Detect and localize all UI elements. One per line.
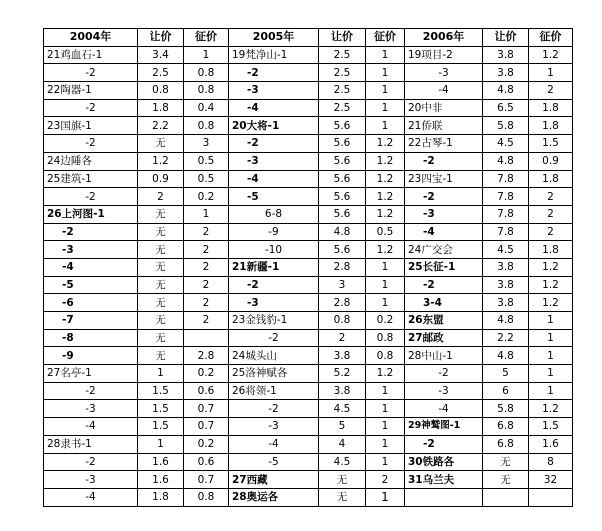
cell-2004-rang-price: 0.8 <box>138 82 184 100</box>
cell-2005-zheng-price: 1 <box>366 382 405 400</box>
table-row <box>44 64 573 82</box>
cell-2006-zheng-price: 1.6 <box>529 435 573 453</box>
cell-2004-rang-price: 2.2 <box>138 117 184 135</box>
cell-2005-rang-price: 5.6 <box>319 188 366 206</box>
cell-2006-zheng-price <box>529 488 573 506</box>
cell-2006-item-name: 30铁路各 <box>405 453 483 471</box>
header-2005-zheng-price: 征价 <box>366 29 405 47</box>
cell-2004-rang-price: 1 <box>138 365 184 383</box>
cell-2005-zheng-price: 0.8 <box>366 347 405 365</box>
cell-2006-item-name: 24广交会 <box>405 241 483 259</box>
cell-2006-item-name: -4 <box>405 82 483 100</box>
cell-2005-rang-price: 2.5 <box>319 99 366 117</box>
table-row <box>44 46 573 64</box>
table-row <box>44 276 573 294</box>
cell-2005-item-name: -4 <box>229 170 319 188</box>
cell-2005-item-name: 27西藏 <box>229 471 319 489</box>
cell-2004-item-name: -2 <box>44 382 138 400</box>
cell-2006-rang-price: 无 <box>483 471 529 489</box>
cell-2005-zheng-price: 1.2 <box>366 241 405 259</box>
table-row <box>44 258 573 276</box>
cell-2004-zheng-price <box>184 329 229 347</box>
cell-2006-item-name: -4 <box>405 400 483 418</box>
header-2004-year: 2004年 <box>44 29 138 47</box>
cell-2004-zheng-price: 0.2 <box>184 188 229 206</box>
table-row <box>44 294 573 312</box>
cell-2005-zheng-price: 1 <box>366 453 405 471</box>
cell-2006-item-name: 26东盟 <box>405 312 483 330</box>
cell-2005-rang-price: 2 <box>319 329 366 347</box>
table-row <box>44 400 573 418</box>
cell-2005-rang-price: 2.8 <box>319 294 366 312</box>
table-row <box>44 223 573 241</box>
cell-2004-item-name: -8 <box>44 329 138 347</box>
header-row <box>44 29 573 47</box>
cell-2006-item-name: 23四宝-1 <box>405 170 483 188</box>
header-2006-year: 2006年 <box>405 29 483 47</box>
cell-2006-item-name: -2 <box>405 435 483 453</box>
cell-2004-item-name: 25建筑-1 <box>44 170 138 188</box>
table-row <box>44 488 573 506</box>
cell-2004-rang-price: 1.6 <box>138 471 184 489</box>
cell-2006-zheng-price: 1 <box>529 365 573 383</box>
cell-2006-zheng-price: 1.2 <box>529 46 573 64</box>
cell-2004-rang-price: 无 <box>138 294 184 312</box>
cell-2006-zheng-price: 1 <box>529 64 573 82</box>
cell-2005-rang-price: 3.8 <box>319 382 366 400</box>
cell-2006-item-name: -3 <box>405 382 483 400</box>
cell-2004-zheng-price: 0.8 <box>184 64 229 82</box>
table-row <box>44 365 573 383</box>
table-row <box>44 188 573 206</box>
cell-2004-zheng-price: 1 <box>184 46 229 64</box>
cell-2004-item-name: -7 <box>44 312 138 330</box>
cell-2004-rang-price: 1.5 <box>138 400 184 418</box>
cell-2006-rang-price: 7.8 <box>483 205 529 223</box>
cell-2005-zheng-price: 0.8 <box>366 329 405 347</box>
cell-2005-item-name: -4 <box>229 99 319 117</box>
cell-2006-rang-price: 2.2 <box>483 329 529 347</box>
table-row <box>44 170 573 188</box>
cell-2004-item-name: 21鸡血石-1 <box>44 46 138 64</box>
cell-2004-item-name: -4 <box>44 418 138 436</box>
cell-2006-item-name: -2 <box>405 276 483 294</box>
cell-2006-zheng-price: 1 <box>529 312 573 330</box>
table-row <box>44 418 573 436</box>
cell-2004-rang-price: 3.4 <box>138 46 184 64</box>
cell-2005-zheng-price: 0.2 <box>366 312 405 330</box>
cell-2005-rang-price: 4 <box>319 435 366 453</box>
cell-2005-item-name: -2 <box>229 329 319 347</box>
cell-2004-item-name: -3 <box>44 471 138 489</box>
table-body <box>44 46 573 506</box>
cell-2005-rang-price: 5.6 <box>319 152 366 170</box>
cell-2006-item-name <box>405 488 483 506</box>
cell-2004-zheng-price: 0.8 <box>184 82 229 100</box>
cell-2004-rang-price: 1.8 <box>138 488 184 506</box>
cell-2005-rang-price: 4.5 <box>319 400 366 418</box>
cell-2004-rang-price: 无 <box>138 258 184 276</box>
cell-2006-item-name: -3 <box>405 205 483 223</box>
cell-2006-zheng-price: 1.2 <box>529 294 573 312</box>
cell-2006-rang-price <box>483 488 529 506</box>
cell-2004-rang-price: 无 <box>138 312 184 330</box>
cell-2006-rang-price: 3.8 <box>483 294 529 312</box>
cell-2006-rang-price: 6.8 <box>483 418 529 436</box>
cell-2004-zheng-price: 2 <box>184 223 229 241</box>
cell-2005-zheng-price: 1 <box>366 418 405 436</box>
cell-2004-zheng-price: 1 <box>184 205 229 223</box>
cell-2005-rang-price: 3 <box>319 276 366 294</box>
cell-2005-rang-price: 无 <box>319 488 366 506</box>
cell-2005-item-name: -3 <box>229 294 319 312</box>
cell-2005-rang-price: 无 <box>319 471 366 489</box>
cell-2004-zheng-price: 0.6 <box>184 382 229 400</box>
cell-2006-rang-price: 6.8 <box>483 435 529 453</box>
table-row <box>44 312 573 330</box>
cell-2004-rang-price: 2 <box>138 188 184 206</box>
cell-2004-item-name: 26上河图-1 <box>44 205 138 223</box>
cell-2006-rang-price: 5 <box>483 365 529 383</box>
table-row <box>44 205 573 223</box>
cell-2005-item-name: 26将领-1 <box>229 382 319 400</box>
cell-2005-zheng-price: 2 <box>366 471 405 489</box>
header-2005-year: 2005年 <box>229 29 319 47</box>
cell-2005-item-name: 6-8 <box>229 205 319 223</box>
cell-2005-rang-price: 5.6 <box>319 117 366 135</box>
cell-2004-zheng-price: 0.4 <box>184 99 229 117</box>
table-row <box>44 117 573 135</box>
header-2004-rang-price: 让价 <box>138 29 184 47</box>
cell-2005-zheng-price: 1.2 <box>366 365 405 383</box>
cell-2005-rang-price: 3.8 <box>319 347 366 365</box>
table-row <box>44 152 573 170</box>
cell-2004-item-name: 22陶器-1 <box>44 82 138 100</box>
cell-2005-rang-price: 5 <box>319 418 366 436</box>
cell-2005-rang-price: 2.8 <box>319 258 366 276</box>
cell-2004-rang-price: 1 <box>138 435 184 453</box>
cell-2005-zheng-price: 1 <box>366 117 405 135</box>
cell-2005-item-name: 20大将-1 <box>229 117 319 135</box>
cell-2004-item-name: -5 <box>44 276 138 294</box>
cell-2004-zheng-price: 0.6 <box>184 453 229 471</box>
cell-2005-rang-price: 5.6 <box>319 170 366 188</box>
cell-2004-zheng-price: 0.7 <box>184 418 229 436</box>
cell-2006-item-name: 29神鹫图-1 <box>405 418 483 436</box>
header-2006-zheng-price: 征价 <box>529 29 573 47</box>
cell-2005-item-name: 24城头山 <box>229 347 319 365</box>
cell-2005-item-name: 28奥运各 <box>229 488 319 506</box>
cell-2004-zheng-price: 0.7 <box>184 400 229 418</box>
table-row <box>44 329 573 347</box>
cell-2004-item-name: 27名亭-1 <box>44 365 138 383</box>
cell-2006-rang-price: 3.8 <box>483 276 529 294</box>
cell-2004-item-name: -4 <box>44 488 138 506</box>
table-row <box>44 382 573 400</box>
cell-2006-item-name: 22古琴-1 <box>405 135 483 153</box>
cell-2006-zheng-price: 1.8 <box>529 241 573 259</box>
cell-2005-item-name: 23金钱豹-1 <box>229 312 319 330</box>
cell-2006-rang-price: 6.5 <box>483 99 529 117</box>
cell-2004-zheng-price: 3 <box>184 135 229 153</box>
cell-2005-zheng-price: 1 <box>366 82 405 100</box>
cell-2006-rang-price: 4.5 <box>483 241 529 259</box>
cell-2005-zheng-price: 1 <box>366 99 405 117</box>
cell-2006-rang-price: 3.8 <box>483 64 529 82</box>
cell-2004-item-name: -2 <box>44 135 138 153</box>
cell-2004-item-name: -2 <box>44 64 138 82</box>
cell-2006-zheng-price: 1.8 <box>529 117 573 135</box>
cell-2004-item-name: -9 <box>44 347 138 365</box>
cell-2004-item-name: -6 <box>44 294 138 312</box>
cell-2005-rang-price: 5.6 <box>319 205 366 223</box>
cell-2006-item-name: 25长征-1 <box>405 258 483 276</box>
cell-2004-rang-price: 2.5 <box>138 64 184 82</box>
cell-2006-zheng-price: 1.2 <box>529 276 573 294</box>
cell-2006-rang-price: 5.8 <box>483 400 529 418</box>
cell-2005-item-name: -9 <box>229 223 319 241</box>
cell-2006-item-name: -2 <box>405 152 483 170</box>
cell-2005-zheng-price: 1.2 <box>366 170 405 188</box>
cell-2004-zheng-price: 0.2 <box>184 435 229 453</box>
cell-2004-rang-price: 1.8 <box>138 99 184 117</box>
cell-2006-zheng-price: 1 <box>529 382 573 400</box>
cell-2004-item-name: -2 <box>44 99 138 117</box>
cell-2006-zheng-price: 1 <box>529 347 573 365</box>
cell-2005-rang-price: 0.8 <box>319 312 366 330</box>
cell-2006-item-name: 21侨联 <box>405 117 483 135</box>
cell-2004-zheng-price: 2.8 <box>184 347 229 365</box>
cell-2004-rang-price: 无 <box>138 347 184 365</box>
cell-2006-item-name: 20中非 <box>405 99 483 117</box>
cell-2005-item-name: 25洛神赋各 <box>229 365 319 383</box>
cell-2006-zheng-price: 1.2 <box>529 258 573 276</box>
cell-2006-zheng-price: 1.8 <box>529 99 573 117</box>
cell-2004-rang-price: 1.2 <box>138 152 184 170</box>
cell-2005-rang-price: 5.6 <box>319 135 366 153</box>
table-row <box>44 347 573 365</box>
cell-2004-item-name: 24边陲各 <box>44 152 138 170</box>
price-table <box>43 28 573 507</box>
cell-2006-zheng-price: 0.9 <box>529 152 573 170</box>
cell-2006-rang-price: 4.8 <box>483 152 529 170</box>
cell-2004-zheng-price: 2 <box>184 258 229 276</box>
cell-2005-zheng-price: 1 <box>366 276 405 294</box>
cell-2004-rang-price: 无 <box>138 241 184 259</box>
table-row <box>44 82 573 100</box>
cell-2004-rang-price: 无 <box>138 223 184 241</box>
cell-2005-item-name: -3 <box>229 82 319 100</box>
cell-2006-rang-price: 4.8 <box>483 82 529 100</box>
cell-2006-rang-price: 6 <box>483 382 529 400</box>
cell-2005-zheng-price: 1 <box>366 488 405 506</box>
cell-2005-rang-price: 2.5 <box>319 82 366 100</box>
cell-2006-zheng-price: 1.2 <box>529 400 573 418</box>
cell-2004-zheng-price: 2 <box>184 276 229 294</box>
cell-2006-rang-price: 4.5 <box>483 135 529 153</box>
cell-2006-item-name: -2 <box>405 188 483 206</box>
cell-2005-item-name: -4 <box>229 435 319 453</box>
cell-2004-rang-price: 0.9 <box>138 170 184 188</box>
cell-2006-rang-price: 4.8 <box>483 312 529 330</box>
cell-2006-rang-price: 7.8 <box>483 170 529 188</box>
cell-2004-item-name: -3 <box>44 241 138 259</box>
cell-2004-zheng-price: 2 <box>184 294 229 312</box>
cell-2006-zheng-price: 1 <box>529 329 573 347</box>
cell-2004-rang-price: 1.6 <box>138 453 184 471</box>
cell-2004-item-name: 28隶书-1 <box>44 435 138 453</box>
cell-2004-item-name: 23国旗-1 <box>44 117 138 135</box>
cell-2004-rang-price: 1.5 <box>138 418 184 436</box>
cell-2005-zheng-price: 1.2 <box>366 152 405 170</box>
cell-2006-rang-price: 3.8 <box>483 258 529 276</box>
cell-2006-rang-price: 4.8 <box>483 347 529 365</box>
cell-2005-rang-price: 2.5 <box>319 64 366 82</box>
cell-2006-zheng-price: 8 <box>529 453 573 471</box>
cell-2006-rang-price: 7.8 <box>483 188 529 206</box>
cell-2004-zheng-price: 0.2 <box>184 365 229 383</box>
table-row <box>44 471 573 489</box>
table-row <box>44 241 573 259</box>
cell-2004-zheng-price: 0.5 <box>184 152 229 170</box>
cell-2006-zheng-price: 2 <box>529 223 573 241</box>
cell-2005-rang-price: 5.6 <box>319 241 366 259</box>
cell-2004-item-name: -2 <box>44 223 138 241</box>
cell-2004-item-name: -3 <box>44 400 138 418</box>
cell-2006-zheng-price: 2 <box>529 205 573 223</box>
cell-2004-item-name: -2 <box>44 188 138 206</box>
header-2005-rang-price: 让价 <box>319 29 366 47</box>
cell-2005-item-name: -5 <box>229 453 319 471</box>
cell-2006-zheng-price: 32 <box>529 471 573 489</box>
cell-2004-rang-price: 无 <box>138 329 184 347</box>
cell-2005-item-name: -2 <box>229 400 319 418</box>
cell-2004-zheng-price: 0.7 <box>184 471 229 489</box>
cell-2004-zheng-price: 2 <box>184 312 229 330</box>
cell-2006-rang-price: 无 <box>483 453 529 471</box>
cell-2004-zheng-price: 0.8 <box>184 117 229 135</box>
cell-2006-item-name: 28中山-1 <box>405 347 483 365</box>
cell-2005-zheng-price: 1.2 <box>366 135 405 153</box>
cell-2006-item-name: -3 <box>405 64 483 82</box>
cell-2005-item-name: -2 <box>229 64 319 82</box>
cell-2006-zheng-price: 1.5 <box>529 135 573 153</box>
table-row <box>44 99 573 117</box>
cell-2004-zheng-price: 0.8 <box>184 488 229 506</box>
cell-2005-zheng-price: 1 <box>366 46 405 64</box>
cell-2005-item-name: -3 <box>229 152 319 170</box>
cell-2004-item-name: -2 <box>44 453 138 471</box>
cell-2005-item-name: -3 <box>229 418 319 436</box>
cell-2006-item-name: 19项目-2 <box>405 46 483 64</box>
cell-2006-item-name: 3-4 <box>405 294 483 312</box>
cell-2005-zheng-price: 1.2 <box>366 188 405 206</box>
cell-2004-zheng-price: 0.5 <box>184 170 229 188</box>
cell-2006-zheng-price: 1.5 <box>529 418 573 436</box>
cell-2005-zheng-price: 1 <box>366 400 405 418</box>
cell-2004-rang-price: 无 <box>138 205 184 223</box>
header-2006-rang-price: 让价 <box>483 29 529 47</box>
table-row <box>44 435 573 453</box>
cell-2005-rang-price: 5.2 <box>319 365 366 383</box>
cell-2004-rang-price: 1.5 <box>138 382 184 400</box>
table-row <box>44 453 573 471</box>
cell-2005-zheng-price: 1 <box>366 435 405 453</box>
cell-2005-rang-price: 4.5 <box>319 453 366 471</box>
cell-2005-item-name: -10 <box>229 241 319 259</box>
cell-2005-rang-price: 2.5 <box>319 46 366 64</box>
cell-2006-item-name: 31乌兰夫 <box>405 471 483 489</box>
cell-2006-zheng-price: 2 <box>529 82 573 100</box>
cell-2005-zheng-price: 1 <box>366 258 405 276</box>
price-table-container <box>43 28 573 507</box>
cell-2006-rang-price: 7.8 <box>483 223 529 241</box>
header-2004-zheng-price: 征价 <box>184 29 229 47</box>
cell-2005-zheng-price: 0.5 <box>366 223 405 241</box>
cell-2006-item-name: -4 <box>405 223 483 241</box>
cell-2006-rang-price: 5.8 <box>483 117 529 135</box>
cell-2006-item-name: -2 <box>405 365 483 383</box>
cell-2006-zheng-price: 2 <box>529 188 573 206</box>
cell-2005-zheng-price: 1.2 <box>366 205 405 223</box>
cell-2005-zheng-price: 1 <box>366 64 405 82</box>
cell-2006-zheng-price: 1.8 <box>529 170 573 188</box>
cell-2005-item-name: -2 <box>229 135 319 153</box>
cell-2006-item-name: 27邮政 <box>405 329 483 347</box>
table-row <box>44 135 573 153</box>
cell-2004-rang-price: 无 <box>138 276 184 294</box>
cell-2005-item-name: -2 <box>229 276 319 294</box>
cell-2004-rang-price: 无 <box>138 135 184 153</box>
cell-2006-rang-price: 3.8 <box>483 46 529 64</box>
cell-2004-item-name: -4 <box>44 258 138 276</box>
cell-2005-item-name: 19梵净山-1 <box>229 46 319 64</box>
cell-2005-zheng-price: 1 <box>366 294 405 312</box>
cell-2004-zheng-price: 2 <box>184 241 229 259</box>
cell-2005-item-name: -5 <box>229 188 319 206</box>
cell-2005-rang-price: 4.8 <box>319 223 366 241</box>
cell-2005-item-name: 21新疆-1 <box>229 258 319 276</box>
